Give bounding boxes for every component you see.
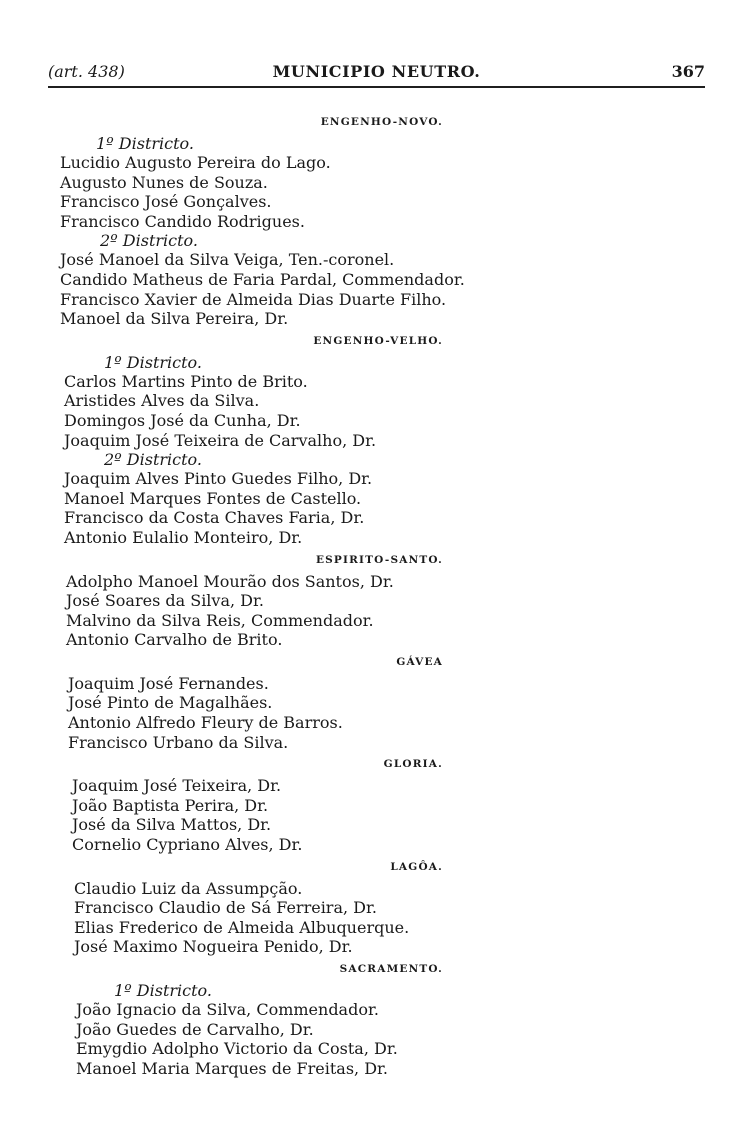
district-label: 1º Districto. bbox=[104, 352, 202, 372]
list-item: Antonio Carvalho de Brito. bbox=[66, 630, 283, 650]
list-item: Carlos Martins Pinto de Brito. bbox=[64, 371, 308, 391]
list-item: Francisco Urbano da Silva. bbox=[68, 732, 289, 752]
list-item: Francisco Candido Rodrigues. bbox=[60, 211, 305, 231]
section-espirito-santo bbox=[0, 552, 747, 650]
section-title: ENGENHO-NOVO. bbox=[320, 116, 443, 128]
list-item: José Maximo Nogueira Penido, Dr. bbox=[74, 937, 353, 957]
section-title: ESPIRITO-SANTO. bbox=[315, 553, 443, 566]
section-gloria bbox=[0, 756, 747, 854]
list-item: Adolpho Manoel Mourão dos Santos, Dr. bbox=[66, 571, 394, 591]
list-item: Francisco José Gonçalves. bbox=[60, 192, 272, 212]
section-title: GLORIA. bbox=[383, 758, 443, 771]
section-engenho-velho bbox=[0, 333, 747, 548]
section-title: ENGENHO-VELHO. bbox=[313, 334, 443, 347]
list-item: Antonio Eulalio Monteiro, Dr. bbox=[64, 527, 303, 547]
list-item: Candido Matheus de Faria Pardal, Commendador. bbox=[60, 269, 465, 289]
section-title: SACRAMENTO. bbox=[339, 963, 443, 975]
list-item: Joaquim José Teixeira, Dr. bbox=[72, 776, 282, 796]
article-reference: (art. 438) bbox=[48, 62, 125, 81]
district-label: 2º Districto. bbox=[100, 231, 198, 251]
list-item: Emygdio Adolpho Victorio da Costa, Dr. bbox=[76, 1039, 398, 1059]
section-lagoa bbox=[0, 859, 747, 957]
list-item: Francisco Xavier de Almeida Dias Duarte Filho. bbox=[60, 289, 447, 309]
section-sacramento bbox=[0, 961, 747, 1078]
district-label: 2º Districto. bbox=[104, 450, 202, 470]
list-item: Joaquim José Fernandes. bbox=[68, 673, 269, 693]
page-number: 367 bbox=[671, 62, 705, 81]
list-item: Francisco Claudio de Sá Ferreira, Dr. bbox=[74, 898, 377, 918]
document-body bbox=[0, 110, 747, 1078]
list-item: Elias Frederico de Almeida Albuquerque. bbox=[74, 917, 410, 937]
list-item: Malvino da Silva Reis, Commendador. bbox=[66, 610, 374, 630]
list-item: Lucidio Augusto Pereira do Lago. bbox=[60, 153, 331, 172]
section-title: LAGÔA. bbox=[390, 860, 443, 873]
list-item: Claudio Luiz da Assumpção. bbox=[74, 878, 303, 898]
list-item: Aristides Alves da Silva. bbox=[64, 391, 260, 411]
section-gavea bbox=[0, 654, 747, 752]
list-item: Domingos José da Cunha, Dr. bbox=[64, 410, 301, 430]
list-item: José Manoel da Silva Veiga, Ten.-coronel. bbox=[60, 250, 395, 270]
list-item: Antonio Alfredo Fleury de Barros. bbox=[68, 713, 343, 733]
list-item: Cornelio Cypriano Alves, Dr. bbox=[72, 835, 303, 855]
list-item: Francisco da Costa Chaves Faria, Dr. bbox=[64, 508, 365, 528]
list-item: João Guedes de Carvalho, Dr. bbox=[76, 1019, 314, 1039]
page-title: MUNICIPIO NEUTRO. bbox=[272, 62, 481, 81]
list-item: João Baptista Perira, Dr. bbox=[72, 795, 269, 815]
section-engenho-novo bbox=[0, 114, 747, 329]
list-item: José da Silva Mattos, Dr. bbox=[72, 815, 272, 835]
list-item: Manoel Maria Marques de Freitas, Dr. bbox=[76, 1058, 389, 1078]
list-item: João Ignacio da Silva, Commendador. bbox=[76, 1000, 379, 1019]
list-item: Joaquim Alves Pinto Guedes Filho, Dr. bbox=[64, 469, 373, 489]
list-item: Manoel da Silva Pereira, Dr. bbox=[60, 309, 289, 329]
list-item: José Pinto de Magalhães. bbox=[68, 693, 273, 713]
list-item: Manoel Marques Fontes de Castello. bbox=[64, 488, 362, 508]
list-item: Augusto Nunes de Souza. bbox=[60, 172, 268, 192]
district-label: 1º Districto. bbox=[96, 134, 194, 153]
section-title: GÁVEA bbox=[396, 655, 443, 668]
district-label: 1º Districto. bbox=[114, 981, 212, 1000]
list-item: Joaquim José Teixeira de Carvalho, Dr. bbox=[64, 430, 377, 450]
page-header bbox=[48, 62, 705, 88]
list-item: José Soares da Silva, Dr. bbox=[66, 591, 264, 611]
